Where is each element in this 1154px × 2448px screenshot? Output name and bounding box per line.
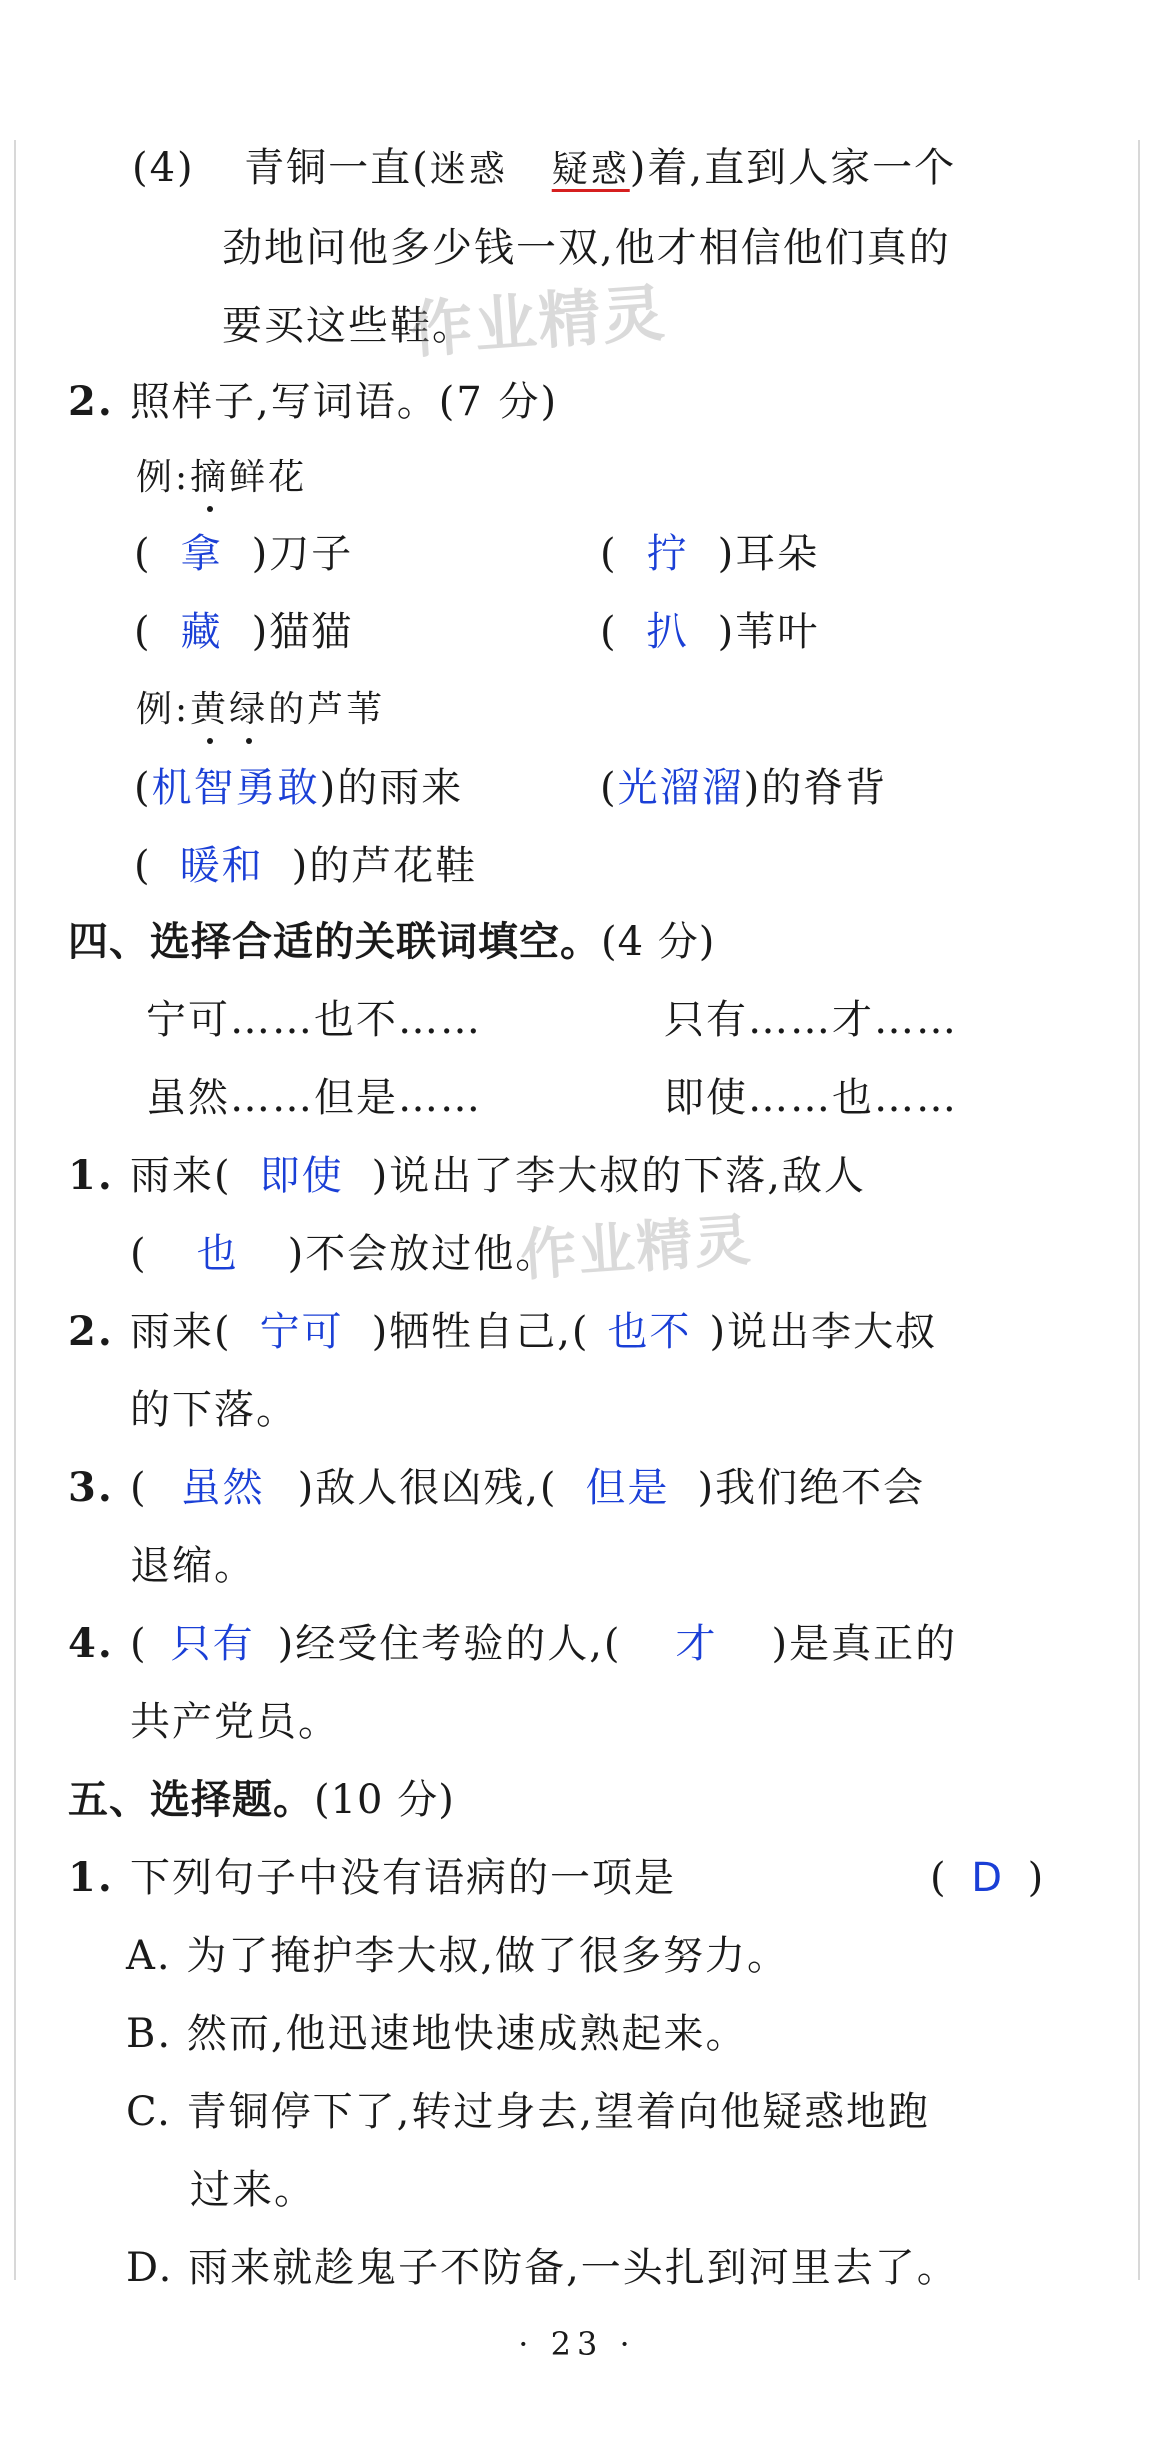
q4-line3: 要买这些鞋。 xyxy=(222,303,474,349)
s4-item2-line2: 的下落。 xyxy=(130,1387,298,1433)
q4-line2: 劲地问他多少钱一双,他才相信他们真的 xyxy=(222,225,951,271)
q4-label: (4) xyxy=(132,145,195,191)
option-jishi: 即使……也…… xyxy=(664,1075,958,1121)
option-ningke: 宁可……也不…… xyxy=(146,997,482,1043)
s5-q1-stem: 1. 下列句子中没有语病的一项是 xyxy=(68,1854,676,1901)
s4-item1-line1: 1. 雨来( 即使 )说出了李大叔的下落,敌人 xyxy=(68,1148,866,1204)
answer-cang: 藏 xyxy=(180,609,223,655)
answer-ba: 扒 xyxy=(646,609,689,655)
row-na: ( 拿 )刀子 xyxy=(134,526,353,582)
choice-d: D. 雨来就趁鬼子不防备,一头扎到河里去了。 xyxy=(126,2245,959,2291)
page-edge-left xyxy=(14,140,16,2280)
section5-title: 五、选择题。(10 分) xyxy=(68,1777,455,1823)
row-cang: ( 藏 )猫猫 xyxy=(134,604,353,660)
section4-title: 四、选择合适的关联词填空。(4 分) xyxy=(68,919,716,965)
row-guangliuliu: (光溜溜)的脊背 xyxy=(600,760,887,816)
page-edge-right xyxy=(1138,140,1140,2280)
option-zhiyou: 只有……才…… xyxy=(664,997,958,1043)
answer-zhiyou: 只有 xyxy=(170,1621,255,1667)
answer-ye: 也 xyxy=(196,1231,239,1277)
s4-item3-line2: 退缩。 xyxy=(130,1543,256,1589)
s4-item1-line2: ( 也 )不会放过他。 xyxy=(130,1226,557,1282)
option-mihuo: 迷惑 xyxy=(429,149,508,190)
page-number: · 23 · xyxy=(518,2325,636,2363)
choice-c: C. 青铜停下了,转过身去,望着向他疑惑地跑 xyxy=(126,2089,931,2135)
section2-title: 2. 照样子,写词语。(7 分) xyxy=(68,378,559,425)
answer-nuanhuo: 暖和 xyxy=(179,843,264,889)
answer-jishi: 即使 xyxy=(259,1153,344,1199)
answer-jizhi: 机智勇敢 xyxy=(151,765,320,811)
watermark: 作业精灵 xyxy=(408,276,669,367)
example2: 例:黄绿的芦苇 xyxy=(136,682,385,738)
option-suiran: 虽然……但是…… xyxy=(146,1075,482,1121)
answer-d: D xyxy=(971,1855,1005,1901)
row-ning: ( 拧 )耳朵 xyxy=(600,526,819,582)
answer-na: 拿 xyxy=(180,531,223,577)
answer-yebu: 也不 xyxy=(607,1309,692,1355)
row-ba: ( 扒 )苇叶 xyxy=(600,604,819,660)
s4-item4-line2: 共产党员。 xyxy=(130,1699,340,1745)
s4-item3-line1: 3. ( 虽然 )敌人很凶残,( 但是 )我们绝不会 xyxy=(68,1460,925,1516)
answer-suiran: 虽然 xyxy=(180,1465,265,1511)
option-yihuo-selected: 疑惑 xyxy=(551,149,630,190)
choice-b: B. 然而,他迅速地快速成熟起来。 xyxy=(126,2011,748,2057)
answer-danshi: 但是 xyxy=(585,1465,670,1511)
example1: 例:摘鲜花 xyxy=(136,450,307,506)
s5-q1-answer: ( D ) xyxy=(930,1850,1045,1906)
answer-guangliuliu: 光溜溜 xyxy=(617,765,744,811)
q4-line1: (4) 青铜一直(迷惑 疑惑)着,直到人家一个 xyxy=(132,145,957,191)
row-nuanhuo: ( 暖和 )的芦花鞋 xyxy=(134,838,477,894)
row-jizhi: (机智勇敢)的雨来 xyxy=(134,760,463,816)
answer-ning: 拧 xyxy=(646,531,689,577)
answer-ningke: 宁可 xyxy=(259,1309,344,1355)
watermark-2: 作业精灵 xyxy=(518,1207,755,1290)
choice-a: A. 为了掩护李大叔,做了很多努力。 xyxy=(126,1933,790,1979)
s4-item4-line1: 4. ( 只有 )经受住考验的人,( 才 )是真正的 xyxy=(68,1616,957,1672)
s4-item2-line1: 2. 雨来( 宁可 )牺牲自己,( 也不 )说出李大叔 xyxy=(68,1304,937,1360)
choice-c-cont: 过来。 xyxy=(190,2167,316,2213)
answer-cai: 才 xyxy=(675,1621,718,1667)
